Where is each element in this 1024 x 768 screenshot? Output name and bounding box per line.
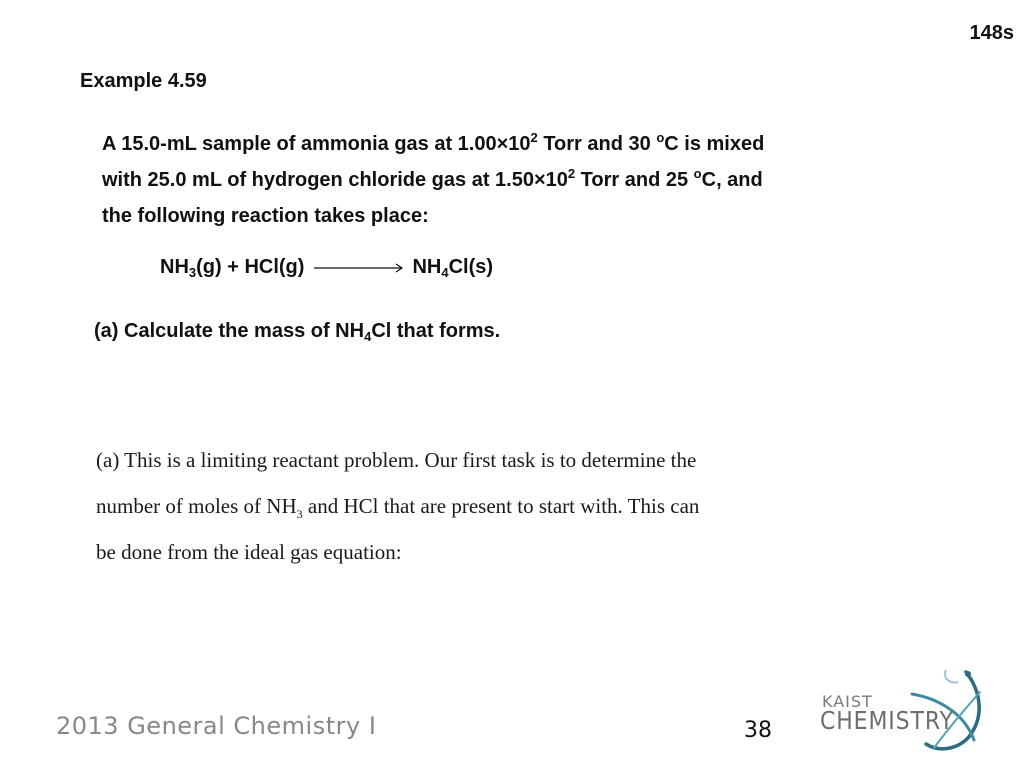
problem-line-2	[102, 162, 982, 198]
problem-line-1-text-a: A 15.0-mL sample of ammonia gas at 1.00×10	[102, 133, 531, 155]
solution-line-2	[96, 488, 856, 534]
problem-line-2-text-c: C, and	[701, 169, 763, 191]
problem-line-3: the following reaction takes place:	[102, 205, 429, 227]
exponent: 2	[567, 166, 576, 181]
solution-subscript: 3	[296, 507, 303, 521]
reactant-formula: NH	[160, 256, 189, 278]
question-prefix: (a) Calculate the mass of NH	[94, 320, 365, 342]
problem-line-1-text-c: C is mixed	[664, 133, 765, 155]
footer-course-title: 2013 General Chemistry I	[56, 712, 377, 740]
reactant-rest: (g) + HCl(g)	[196, 256, 305, 278]
question-subscript: 4	[364, 329, 372, 344]
reaction-equation	[160, 256, 493, 279]
product-subscript: 4	[441, 265, 449, 280]
logo-chemistry-text: CHEMISTRY	[820, 706, 954, 735]
example-title: Example 4.59	[80, 70, 207, 92]
logo-kaist-text: KAIST	[822, 692, 873, 711]
question-a	[94, 320, 500, 343]
solution-line-3: be done from the ideal gas equation:	[96, 540, 402, 564]
problem-line-1	[102, 126, 982, 162]
solution-line-1: (a) This is a limiting reactant problem. Our first task is to determine the	[96, 448, 697, 472]
solution-text	[96, 442, 856, 580]
problem-line-2-text-b: Torr and 25	[575, 169, 694, 191]
solution-line-2-text-b: and HCl that are present to start with. This can	[302, 494, 700, 518]
problem-line-1-text-b: Torr and 30	[537, 133, 657, 155]
problem-line-2-text-a: with 25.0 mL of hydrogen chloride gas at 1.50×10	[102, 169, 568, 191]
degree-mark: o	[656, 130, 665, 145]
solution-line-2-text-a: number of moles of NH	[96, 494, 297, 518]
degree-mark: o	[693, 166, 702, 181]
product-formula: NH	[412, 256, 442, 278]
slide-code: 148s	[969, 22, 1014, 44]
reactants	[160, 256, 304, 279]
exponent: 2	[530, 130, 538, 145]
product-rest: Cl(s)	[448, 256, 494, 278]
page-number: 38	[744, 718, 772, 743]
product	[412, 256, 493, 279]
question-suffix: Cl that forms.	[371, 320, 501, 342]
reaction-arrow-icon	[314, 262, 404, 274]
problem-statement	[102, 126, 982, 234]
reactant-subscript: 3	[188, 265, 197, 280]
